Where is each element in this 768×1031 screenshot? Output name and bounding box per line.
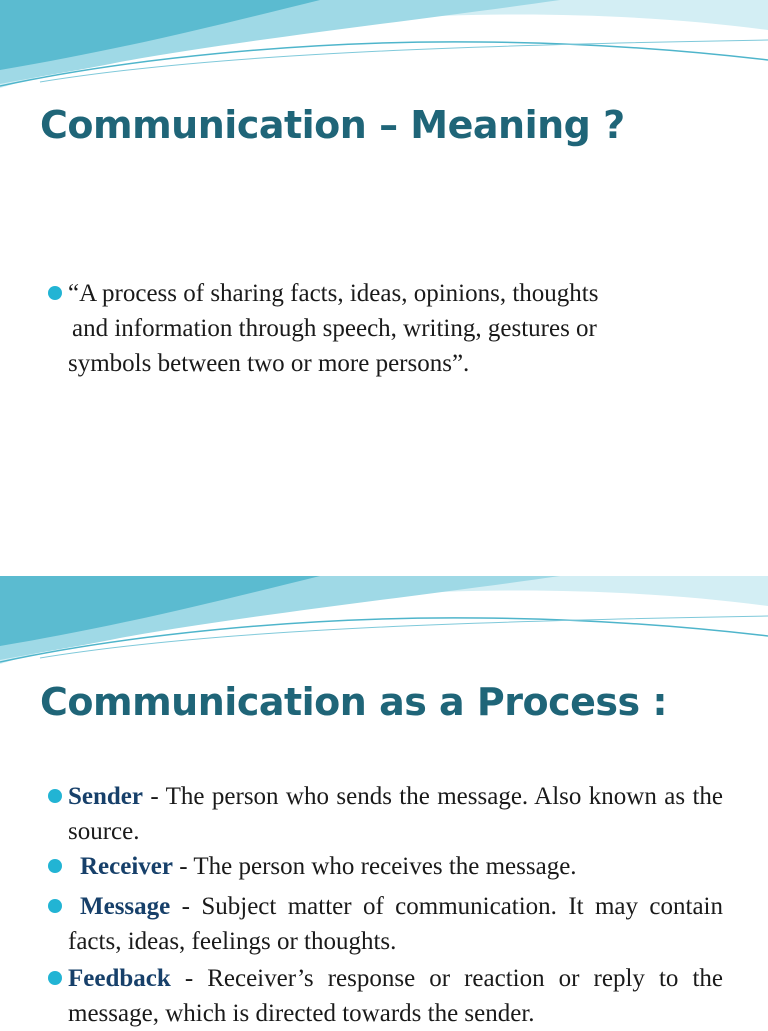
process-description: - The person who sends the message. Also known as the source. bbox=[68, 783, 723, 845]
definition-bullet bbox=[68, 276, 723, 381]
bullet-dot-icon bbox=[48, 899, 62, 913]
process-term: Sender bbox=[68, 783, 143, 810]
wave-decoration bbox=[0, 0, 768, 95]
process-description: - Subject matter of communication. It may contain facts, ideas, feelings or thoughts. bbox=[68, 893, 723, 955]
slide-title: Communication – Meaning ? bbox=[40, 103, 625, 147]
process-term: Receiver bbox=[80, 853, 173, 880]
process-term: Feedback bbox=[68, 965, 171, 992]
process-term: Message bbox=[80, 893, 171, 920]
bullet-dot-icon bbox=[48, 971, 62, 985]
wave-decoration bbox=[0, 576, 768, 671]
bullet-dot-icon bbox=[48, 859, 62, 873]
process-description: - The person who receives the message. bbox=[172, 853, 577, 880]
process-item bbox=[68, 849, 723, 884]
bullet-dot-icon bbox=[48, 789, 62, 803]
definition-line: symbols between two or more persons”. bbox=[68, 350, 470, 377]
bullet-dot-icon bbox=[48, 286, 62, 300]
process-item bbox=[68, 779, 723, 849]
process-item bbox=[68, 961, 723, 1031]
process-description: - Receiver’s response or reaction or reply to the message, which is directed towards the sender. bbox=[68, 965, 723, 1027]
definition-line: “A process of sharing facts, ideas, opinions, thoughts bbox=[68, 280, 599, 307]
process-item bbox=[68, 889, 723, 959]
definition-line: and information through speech, writing, gestures or bbox=[72, 315, 597, 342]
slide-title: Communication as a Process : bbox=[40, 680, 668, 724]
